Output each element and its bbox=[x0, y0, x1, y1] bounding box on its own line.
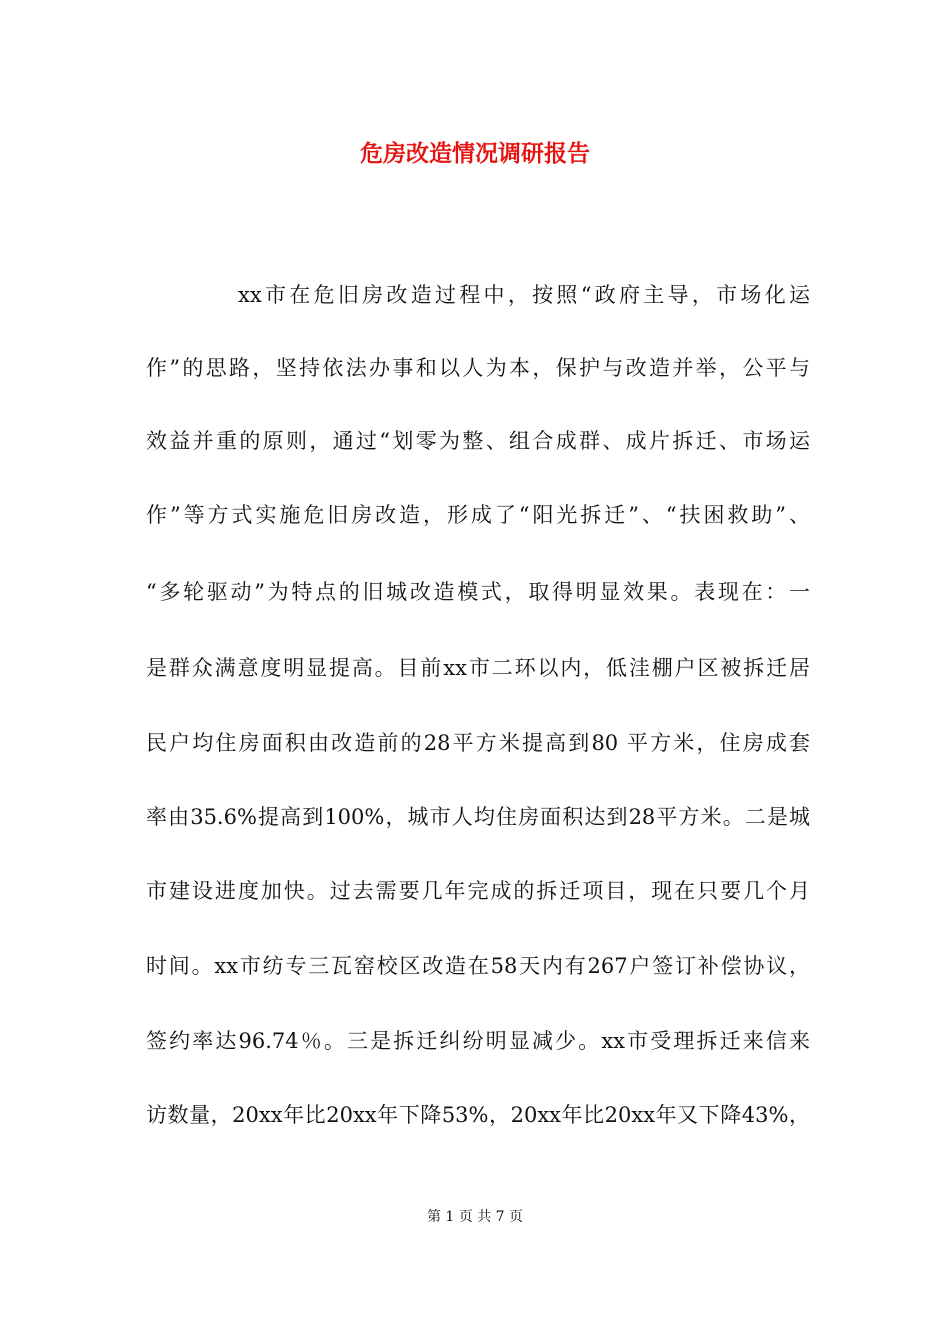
paragraph-line: 访数量，20xx年比20xx年下降53%，20xx年比20xx年又下降43%， bbox=[146, 1103, 810, 1127]
paragraph-line: 作”的思路，坚持依法办事和以人为本，保护与改造并举，公平与 bbox=[146, 356, 810, 380]
paragraph-line: 效益并重的原则，通过“划零为整、组合成群、成片拆迁、市场运 bbox=[146, 429, 810, 453]
paragraph-line: “多轮驱动”为特点的旧城改造模式，取得明显效果。表现在：一 bbox=[146, 580, 810, 604]
paragraph-line: xx市在危旧房改造过程中，按照“政府主导，市场化运 bbox=[238, 283, 810, 307]
paragraph-line: 时间。xx市纺专三瓦窑校区改造在58天内有267户签订补偿协议， bbox=[146, 954, 810, 978]
paragraph-line: 是群众满意度明显提高。目前xx市二环以内，低洼棚户区被拆迁居 bbox=[146, 656, 810, 680]
page-footer: 第 1 页 共 7 页 bbox=[426, 1209, 524, 1225]
paragraph-line: 民户均住房面积由改造前的28平方米提高到80 平方米，住房成套 bbox=[146, 731, 810, 755]
document-title: 危房改造情况调研报告 bbox=[360, 140, 590, 167]
paragraph-line: 签约率达96.74％。三是拆迁纠纷明显减少。xx市受理拆迁来信来 bbox=[146, 1029, 810, 1053]
paragraph-line: 作”等方式实施危旧房改造，形成了“阳光拆迁”、“扶困救助”、 bbox=[146, 503, 810, 527]
paragraph-line: 市建设进度加快。过去需要几年完成的拆迁项目，现在只要几个月 bbox=[146, 879, 810, 903]
paragraph-line: 率由35.6%提高到100%，城市人均住房面积达到28平方米。二是城 bbox=[146, 805, 810, 829]
